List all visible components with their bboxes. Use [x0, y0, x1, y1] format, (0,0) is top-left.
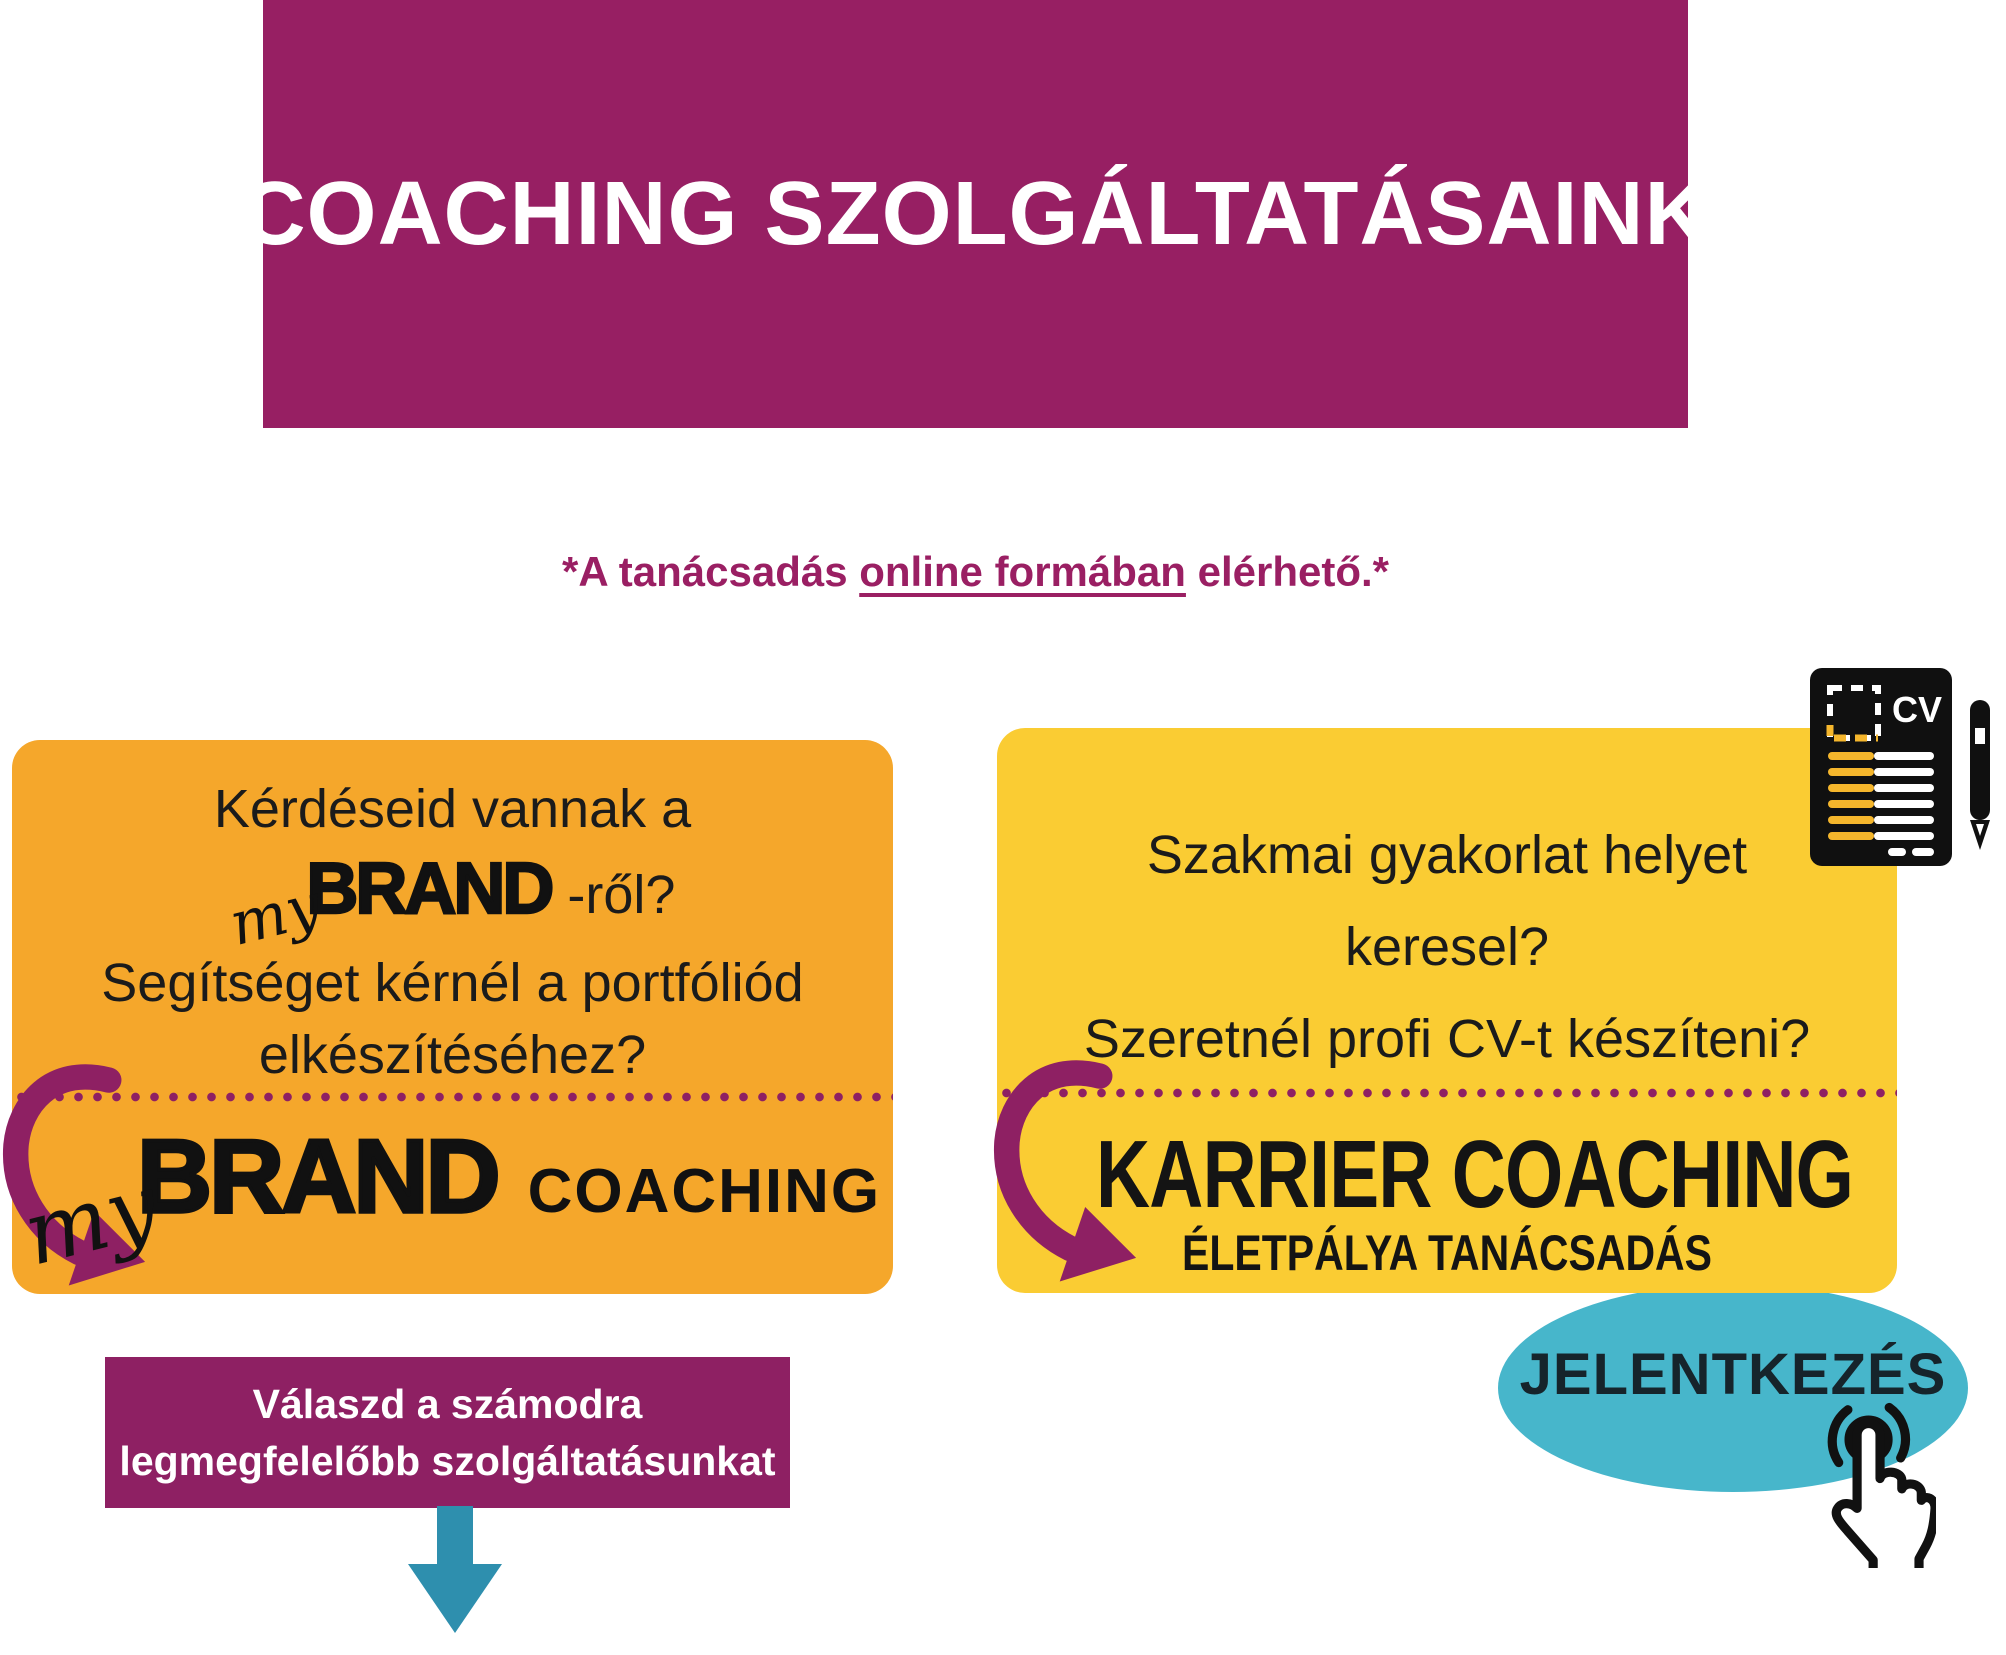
subtitle-note: [263, 548, 1688, 596]
mybrand-question-2: Segítséget kérnél a portfóliód: [101, 953, 804, 1013]
logo-coaching-word: COACHING: [527, 1157, 882, 1226]
karrier-card: [997, 728, 1897, 1293]
mybrand-coaching-logo: [12, 1118, 893, 1286]
header-banner: [240, 0, 1711, 428]
cta-line-1: Válaszd a számodra: [252, 1380, 643, 1427]
brand-word-text: BRAND: [306, 849, 552, 929]
mybrand-question-1: Kérdéseid vannak a: [213, 779, 692, 839]
mybrand-question-3: elkészítéséhez?: [258, 1025, 647, 1085]
apply-button-label: JELENTKEZÉS: [1519, 1341, 1947, 1407]
karrier-logo-subtitle: ÉLETPÁLYA TANÁCSADÁS: [1181, 1225, 1713, 1281]
brand-suffix-text: -ről?: [567, 865, 676, 925]
karrier-question-2: keresel?: [1344, 917, 1550, 977]
pen-icon: [1970, 700, 1990, 850]
cv-document-icon: [1798, 662, 2004, 878]
online-link[interactable]: online formában: [859, 548, 1186, 595]
karrier-question-1: Szakmai gyakorlat helyet: [1146, 825, 1748, 885]
subtitle-prefix: *A tanácsadás: [561, 548, 860, 595]
karrier-logo-title: KARRIER COACHING: [1096, 1121, 1854, 1228]
my-script-text: my: [222, 870, 328, 960]
cv-label: CV: [1892, 689, 1943, 730]
logo-my-script: my: [13, 1153, 168, 1286]
page-title: COACHING SZOLGÁLTATÁSAINK: [240, 163, 1711, 264]
cta-line-2: legmegfelelőbb szolgáltatásunkat: [119, 1437, 776, 1484]
mybrand-question-brand-line: [12, 848, 893, 960]
down-arrow-icon: [400, 1506, 510, 1636]
cta-banner: [105, 1357, 790, 1508]
click-hand-icon: [1808, 1396, 1936, 1568]
logo-brand-word: BRAND: [137, 1119, 498, 1235]
mybrand-card: [12, 740, 893, 1294]
subtitle-suffix: elérhető.*: [1185, 548, 1390, 595]
karrier-question-3: Szeretnél profi CV-t készíteni?: [1083, 1009, 1811, 1069]
